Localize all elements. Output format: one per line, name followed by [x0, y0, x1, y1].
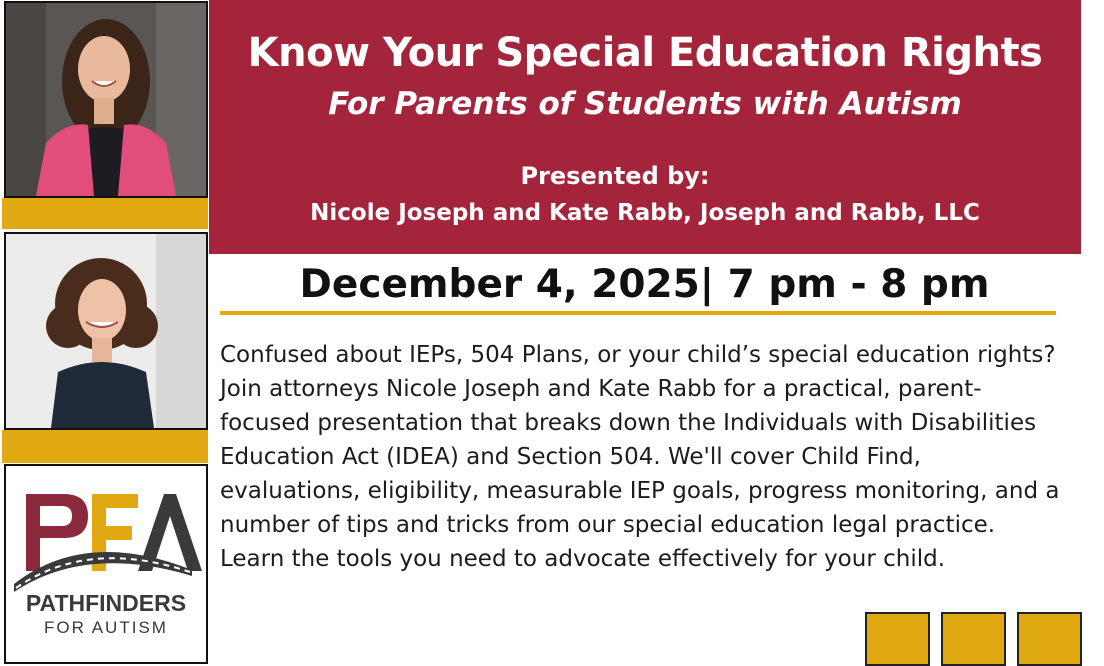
portrait-illustration [6, 3, 206, 196]
presenter-photo-nicole-joseph [4, 1, 208, 198]
event-title: Know Your Special Education Rights [247, 30, 1043, 76]
logo-text-pathfinders: PATHFINDERS [25, 590, 187, 616]
date-underline [220, 311, 1056, 315]
gold-divider-bar [2, 430, 208, 463]
logo-text-for-autism: FOR AUTISM [44, 618, 168, 637]
event-header [209, 0, 1081, 254]
presented-by-label: Presented by: [520, 162, 710, 190]
decorative-square [941, 612, 1006, 666]
event-description: Confused about IEPs, 504 Plans, or your child’s special education rights? Join attorneys Nicole Joseph and Kate Rabb for a practical, parent-focused presentation that breaks down the Individuals with Disabilities Education Act (IDEA) and Section 504. We'll cover Child Find, evaluations, eligibility, measurable IEP goals, progress monitoring, and a number of tips and tricks from our special education legal practice. Learn the tools you need to advocate effectively for your child. [220, 342, 1060, 572]
event-date-time: December 4, 2025| 7 pm - 8 pm [299, 262, 990, 307]
gold-divider-bar [2, 198, 208, 229]
presenters-names: Nicole Joseph and Kate Rabb, Joseph and Rabb, LLC [310, 200, 980, 226]
event-subtitle: For Parents of Students with Autism [328, 86, 962, 122]
portrait-illustration [6, 234, 206, 428]
decorative-square [1017, 612, 1082, 666]
presenter-photo-kate-rabb [4, 232, 208, 430]
pathfinders-logo [4, 464, 208, 664]
decorative-square [865, 612, 930, 666]
